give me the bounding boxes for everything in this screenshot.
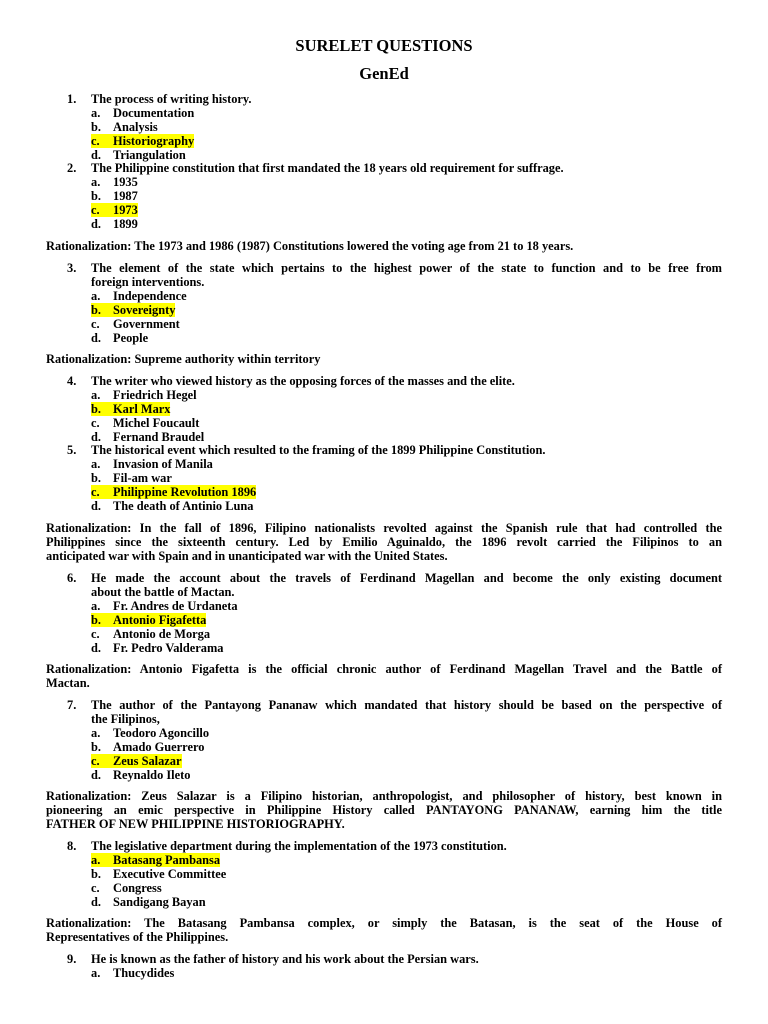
- rationalization-text: Rationalization: The 1973 and 1986 (1987) Constitutions lowered the voting age from 21 to 18 years.: [46, 239, 574, 253]
- answer-option: [91, 457, 213, 471]
- answer-option: [91, 106, 194, 120]
- option-text: Invasion of Manila: [113, 457, 213, 471]
- option-text: Philippine Revolution 1896: [113, 485, 257, 499]
- answer-option: [91, 430, 204, 444]
- option-letter: a.: [91, 289, 101, 303]
- question-text: He is known as the father of history and his work about the Persian wars.: [91, 952, 479, 966]
- option-letter: c.: [91, 754, 100, 768]
- rationalization-text: Rationalization: In the fall of 1896, Filipino nationalists revolted against the Spanish rule that had controlled the: [46, 521, 722, 535]
- option-letter: d.: [91, 895, 101, 909]
- option-text: Executive Committee: [113, 867, 227, 881]
- option-text: Documentation: [113, 106, 195, 120]
- option-letter: d.: [91, 768, 101, 782]
- option-text: Reynaldo Ileto: [113, 768, 191, 782]
- option-text: Batasang Pambansa: [113, 853, 221, 867]
- option-letter: c.: [91, 485, 100, 499]
- option-letter: b.: [91, 120, 101, 134]
- question-text: The Philippine constitution that first mandated the 18 years old requirement for suffrage.: [91, 161, 564, 175]
- option-text: Fr. Pedro Valderama: [113, 641, 224, 655]
- answer-option: [91, 627, 210, 641]
- rationalization-text: Rationalization: Antonio Figafetta is the official chronic author of Ferdinand Magellan Travel and the Battle of: [46, 662, 722, 676]
- option-text: People: [113, 331, 149, 345]
- option-text: Zeus Salazar: [113, 754, 182, 768]
- option-text: Teodoro Agoncillo: [113, 726, 210, 740]
- question-text: The writer who viewed history as the opposing forces of the masses and the elite.: [91, 374, 515, 388]
- answer-option: [91, 189, 138, 203]
- answer-option: [91, 599, 238, 613]
- option-text: Fr. Andres de Urdaneta: [113, 599, 238, 613]
- answer-option: [91, 471, 172, 485]
- rationalization-text: Philippines since the sixteenth century. Led by Emilio Aguinaldo, the 1896 revolt carried the Filipinos to an: [46, 535, 722, 549]
- rationalization-text: Representatives of the Philippines.: [46, 930, 229, 944]
- option-letter: c.: [91, 134, 100, 148]
- answer-option: [91, 641, 223, 655]
- answer-option: [91, 895, 206, 909]
- answer-option-correct: [91, 754, 182, 768]
- option-text: Sovereignty: [113, 303, 176, 317]
- option-letter: a.: [91, 175, 101, 189]
- question-number: 2.: [67, 161, 77, 175]
- question-text: The author of the Pantayong Pananaw which mandated that history should be based on the perspective of: [91, 698, 722, 712]
- question-text: The historical event which resulted to the framing of the 1899 Philippine Constitution.: [91, 443, 546, 457]
- option-letter: b.: [91, 471, 101, 485]
- option-letter: b.: [91, 402, 101, 416]
- option-letter: a.: [91, 966, 101, 980]
- option-text: Amado Guerrero: [113, 740, 205, 754]
- option-letter: a.: [91, 106, 101, 120]
- question-number: 7.: [67, 698, 77, 712]
- answer-option: [91, 966, 174, 980]
- option-text: Fil-am war: [113, 471, 172, 485]
- answer-option-correct: [91, 613, 206, 627]
- answer-option-correct: [91, 853, 220, 867]
- question-number: 3.: [67, 261, 77, 275]
- answer-option: [91, 768, 190, 782]
- option-text: 1973: [113, 203, 138, 217]
- document-subtitle: GenEd: [359, 64, 409, 83]
- answer-option: [91, 388, 197, 402]
- answer-option: [91, 499, 253, 513]
- question-number: 9.: [67, 952, 77, 966]
- answer-option: [91, 331, 148, 345]
- option-letter: b.: [91, 303, 101, 317]
- rationalization-text: anticipated war with Spain and in unanticipated war with the United States.: [46, 549, 448, 563]
- rationalization-text: Rationalization: The Batasang Pambansa complex, or simply the Batasan, is the seat of the House of: [46, 916, 722, 930]
- answer-option-correct: [91, 402, 170, 416]
- answer-option: [91, 175, 138, 189]
- answer-option: [91, 726, 209, 740]
- answer-option-correct: [91, 485, 256, 499]
- question-number: 8.: [67, 839, 77, 853]
- option-letter: d.: [91, 148, 101, 162]
- option-letter: a.: [91, 726, 101, 740]
- option-text: Karl Marx: [113, 402, 171, 416]
- option-letter: b.: [91, 613, 101, 627]
- question-text: about the battle of Mactan.: [91, 585, 235, 599]
- option-text: 1987: [113, 189, 138, 203]
- question-number: 1.: [67, 92, 77, 106]
- question-text: the Filipinos,: [91, 712, 160, 726]
- answer-option: [91, 740, 204, 754]
- option-text: The death of Antinio Luna: [113, 499, 254, 513]
- option-letter: c.: [91, 627, 100, 641]
- option-text: Antonio Figafetta: [113, 613, 207, 627]
- option-letter: b.: [91, 740, 101, 754]
- rationalization-text: Rationalization: Zeus Salazar is a Filipino historian, anthropologist, and philosopher of history, best known in: [46, 789, 722, 803]
- option-letter: c.: [91, 881, 100, 895]
- rationalization-text: Mactan.: [46, 676, 90, 690]
- option-letter: b.: [91, 867, 101, 881]
- question-text: He made the account about the travels of Ferdinand Magellan and become the only existing document: [91, 571, 722, 585]
- question-text: The process of writing history.: [91, 92, 252, 106]
- option-text: 1899: [113, 217, 138, 231]
- answer-option-correct: [91, 303, 175, 317]
- option-text: Government: [113, 317, 180, 331]
- rationalization-text: Rationalization: Supreme authority within territory: [46, 352, 321, 366]
- question-text: The element of the state which pertains to the highest power of the state to function and to be free from: [91, 261, 722, 275]
- option-text: Fernand Braudel: [113, 430, 205, 444]
- question-number: 4.: [67, 374, 77, 388]
- rationalization-text: FATHER OF NEW PHILIPPINE HISTORIOGRAPHY.: [46, 817, 345, 831]
- question-text: foreign interventions.: [91, 275, 205, 289]
- option-letter: a.: [91, 599, 101, 613]
- answer-option: [91, 289, 187, 303]
- option-letter: d.: [91, 430, 101, 444]
- answer-option: [91, 416, 199, 430]
- answer-option: [91, 317, 180, 331]
- option-text: Triangulation: [113, 148, 186, 162]
- option-text: Historiography: [113, 134, 195, 148]
- option-letter: a.: [91, 853, 101, 867]
- option-letter: d.: [91, 331, 101, 345]
- option-text: 1935: [113, 175, 138, 189]
- option-text: Michel Foucault: [113, 416, 200, 430]
- answer-option: [91, 120, 158, 134]
- document-title: SURELET QUESTIONS: [295, 36, 473, 55]
- question-number: 5.: [67, 443, 77, 457]
- answer-option: [91, 148, 186, 162]
- option-letter: c.: [91, 317, 100, 331]
- option-letter: b.: [91, 189, 101, 203]
- option-letter: d.: [91, 499, 101, 513]
- answer-option-correct: [91, 134, 194, 148]
- rationalization-text: pioneering an emic perspective in Philippine History called PANTAYONG PANANAW, earning him the title: [46, 803, 722, 817]
- option-text: Friedrich Hegel: [113, 388, 197, 402]
- answer-option: [91, 217, 138, 231]
- option-text: Independence: [113, 289, 187, 303]
- answer-option-correct: [91, 203, 138, 217]
- option-letter: d.: [91, 641, 101, 655]
- option-letter: a.: [91, 388, 101, 402]
- answer-option: [91, 881, 162, 895]
- option-letter: c.: [91, 416, 100, 430]
- option-text: Congress: [113, 881, 162, 895]
- option-text: Antonio de Morga: [113, 627, 211, 641]
- answer-option: [91, 867, 226, 881]
- option-letter: a.: [91, 457, 101, 471]
- option-letter: d.: [91, 217, 101, 231]
- option-text: Analysis: [113, 120, 158, 134]
- question-text: The legislative department during the implementation of the 1973 constitution.: [91, 839, 507, 853]
- option-text: Thucydides: [113, 966, 175, 980]
- option-letter: c.: [91, 203, 100, 217]
- question-number: 6.: [67, 571, 77, 585]
- option-text: Sandigang Bayan: [113, 895, 206, 909]
